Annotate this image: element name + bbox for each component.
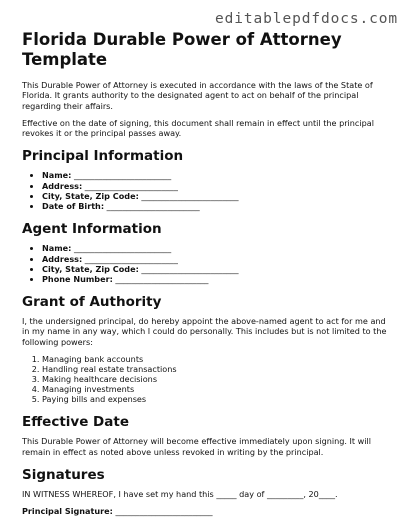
- signatures-heading: Signatures: [22, 467, 105, 484]
- field-label: Address:: [42, 180, 83, 191]
- blank-line: ________________________: [115, 506, 213, 517]
- blank-line: ________________________: [141, 190, 239, 201]
- power-item: 5. Paying bills and expenses: [42, 394, 394, 404]
- blank-line: ________________________: [73, 243, 172, 254]
- blank-line: _______________________: [84, 253, 178, 264]
- document-title-line-1: Florida Durable Power of Attorney: [22, 30, 342, 49]
- grant-heading: Grant of Authority: [22, 294, 162, 311]
- effective-heading: Effective Date: [22, 414, 129, 431]
- field-label: Name:: [42, 170, 72, 181]
- field-label: Phone Number:: [42, 273, 113, 284]
- blank-line: _______________________: [106, 201, 200, 212]
- document-page: [22, 30, 394, 524]
- agent-phone-field: [42, 274, 394, 284]
- power-item: 4. Managing investments: [42, 384, 394, 394]
- powers-list: [22, 354, 394, 404]
- effective-paragraph: This Durable Power of Attorney will become effective immediately upon signing. It will remain in effect as noted above unless revoked in writing by the principal.: [22, 436, 372, 457]
- witness-line: IN WITNESS WHEREOF, I have set my hand this _____ day of _________, 20____.: [22, 489, 338, 500]
- agent-heading: Agent Information: [22, 221, 162, 238]
- power-item: 1. Managing bank accounts: [42, 354, 394, 364]
- blank-line: _______________________: [84, 180, 178, 191]
- agent-fields-list: [22, 243, 394, 284]
- agent-name-field: [42, 243, 394, 253]
- blank-line: ________________________: [141, 263, 239, 274]
- principal-signature-label: Principal Signature:: [22, 506, 113, 517]
- principal-fields-list: [22, 170, 394, 211]
- intro-paragraph-2: Effective on the date of signing, this document shall remain in effect until the principal revokes it or the principal passes away.: [22, 117, 374, 139]
- principal-signature-line: [22, 506, 394, 516]
- intro-paragraph-1: This Durable Power of Attorney is executed in accordance with the laws of the State of Florida. It grants authority to the designated agent to act on behalf of the principal regarding their affairs.: [22, 80, 373, 111]
- grant-paragraph: I, the undersigned principal, do hereby appoint the above-named agent to act for me and in my name in any way, which I could do personally. This includes but is not limited to the following powers:: [22, 316, 387, 347]
- field-label: Address:: [42, 253, 83, 264]
- principal-name-field: [42, 170, 394, 180]
- document-title: [22, 30, 394, 70]
- agent-city-field: [42, 264, 394, 274]
- principal-address-field: [42, 181, 394, 191]
- field-label: City, State, Zip Code:: [42, 263, 139, 274]
- blank-line: _______________________: [115, 273, 209, 284]
- field-label: Date of Birth:: [42, 201, 105, 212]
- power-item: 2. Handling real estate transactions: [42, 364, 394, 374]
- principal-dob-field: [42, 201, 394, 211]
- principal-city-field: [42, 191, 394, 201]
- blank-line: ________________________: [73, 170, 172, 181]
- document-title-line-2: Template: [22, 50, 108, 69]
- agent-address-field: [42, 254, 394, 264]
- power-item: 3. Making healthcare decisions: [42, 374, 394, 384]
- field-label: Name:: [42, 243, 72, 254]
- field-label: City, State, Zip Code:: [42, 190, 139, 201]
- principal-heading: Principal Information: [22, 148, 184, 165]
- site-watermark: editablepdfdocs.com: [215, 11, 398, 27]
